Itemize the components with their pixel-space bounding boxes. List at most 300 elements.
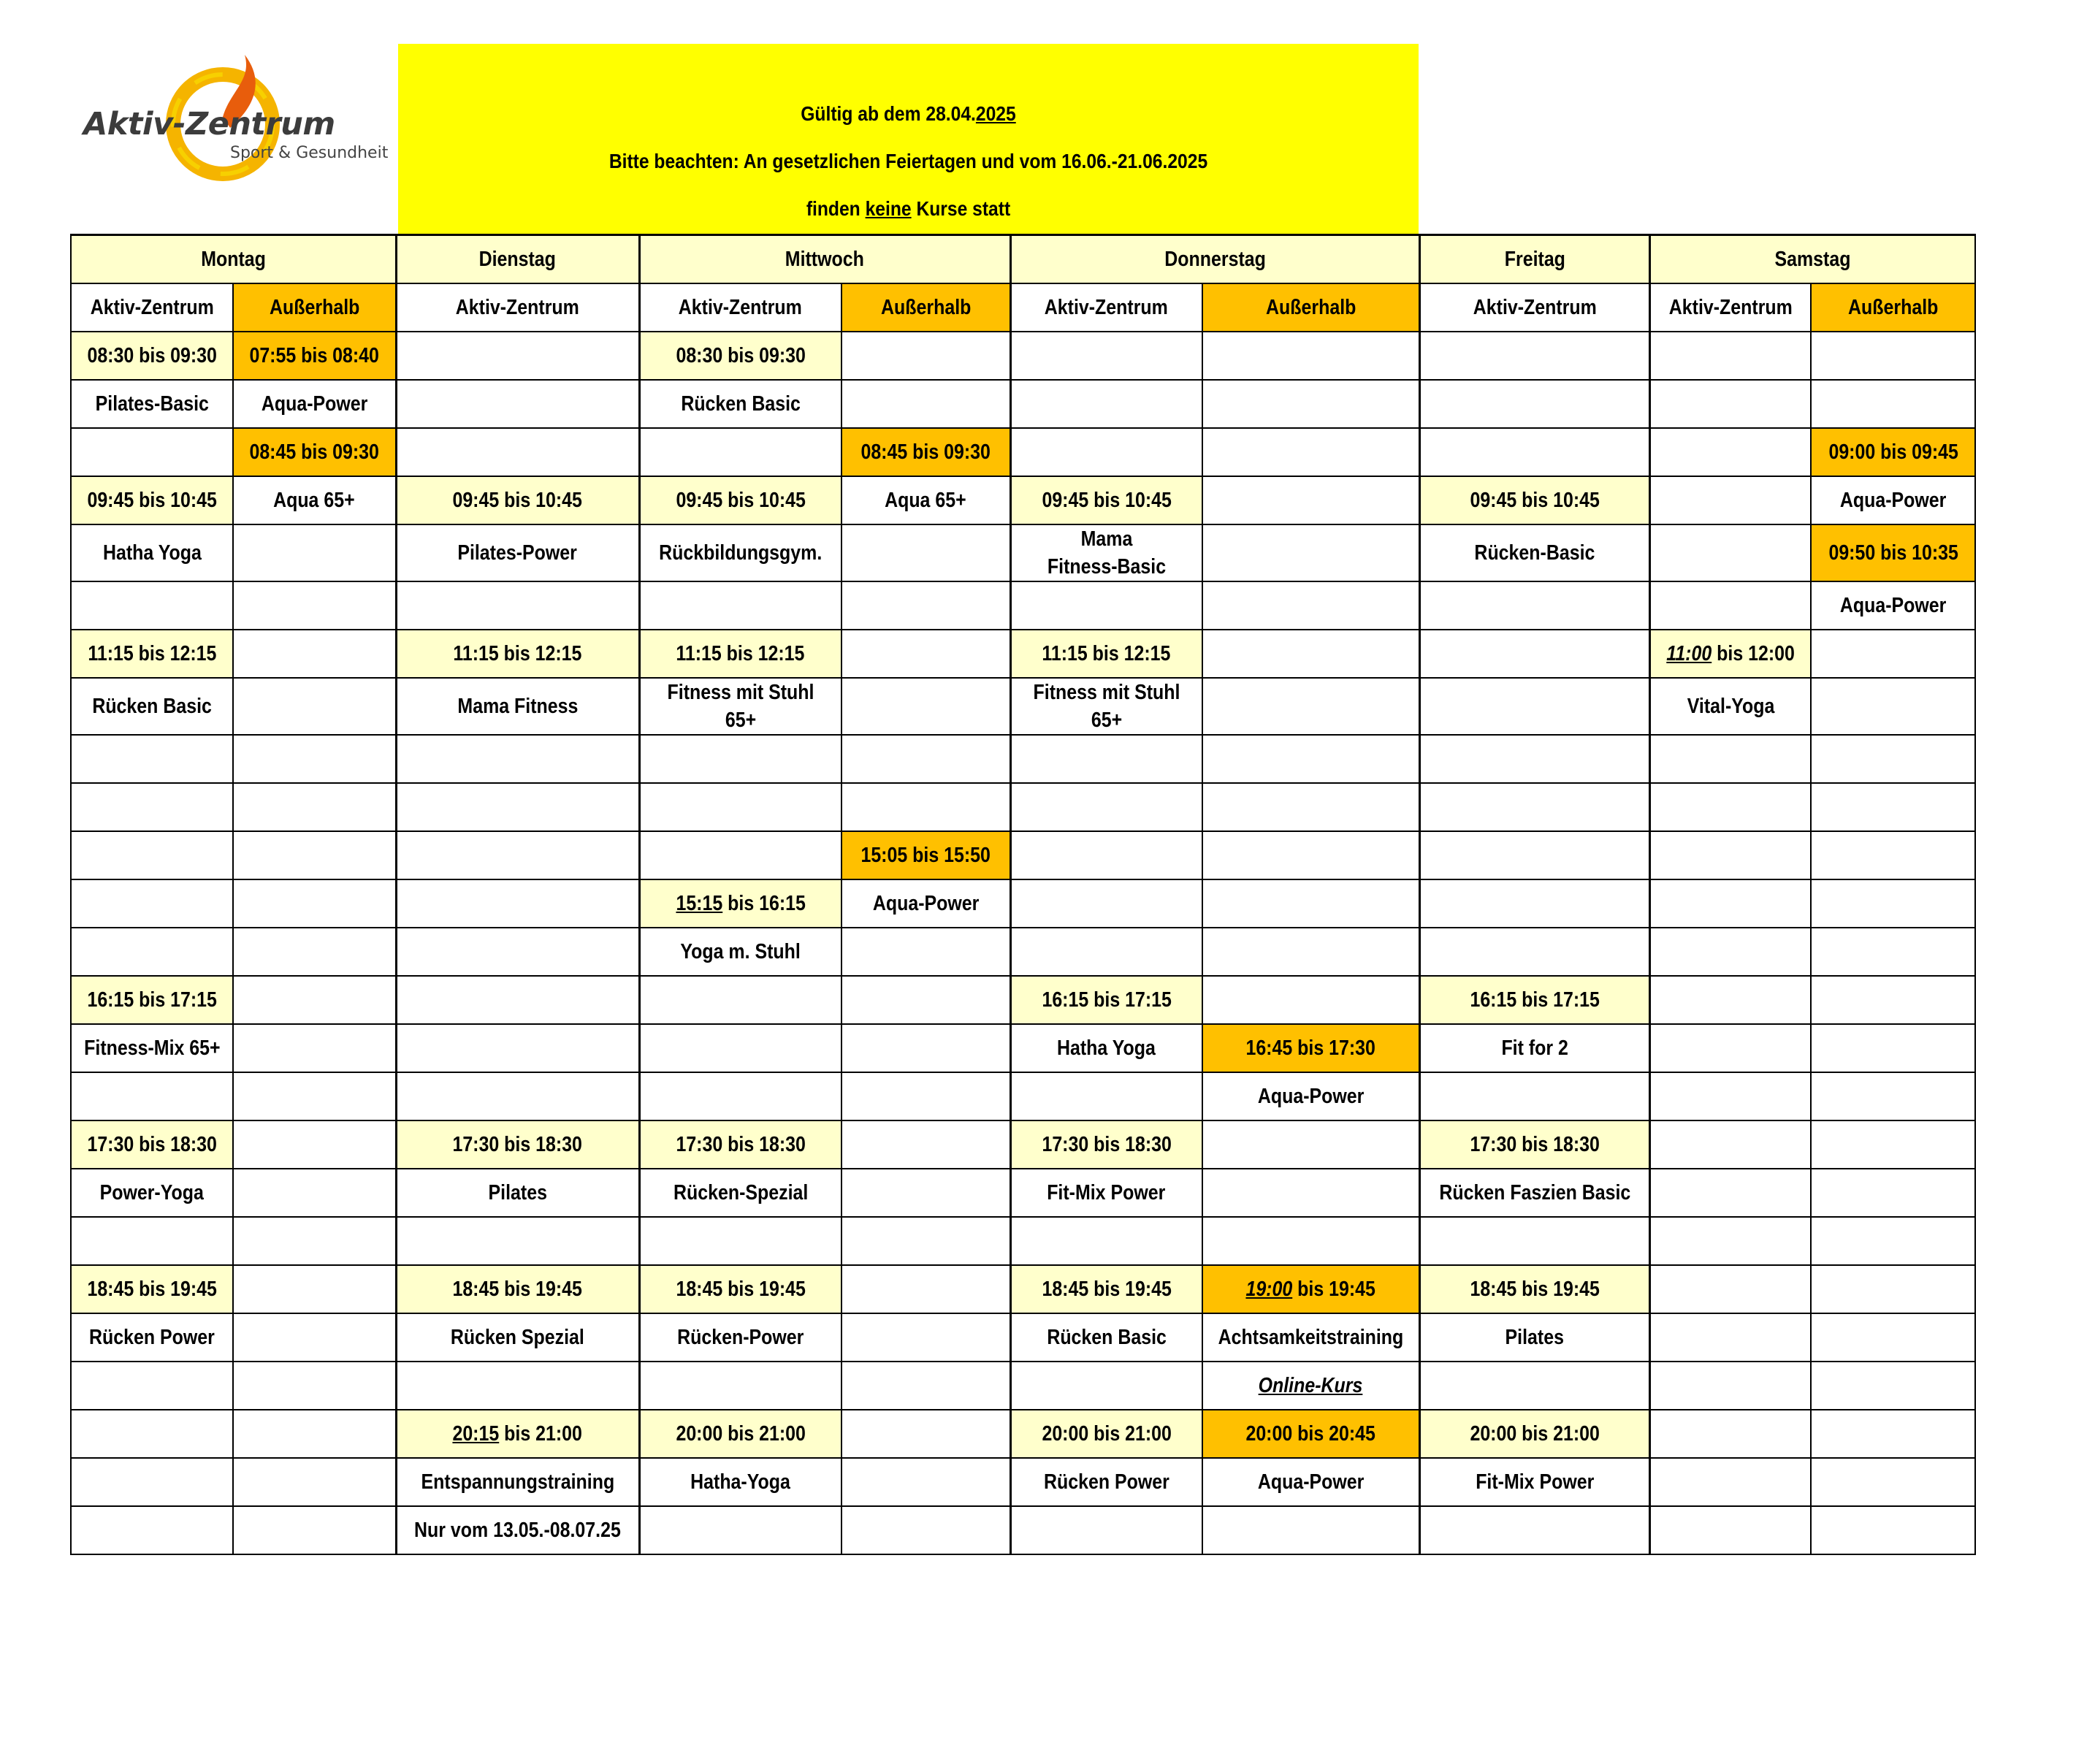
empty-cell	[1010, 581, 1202, 630]
empty-cell	[1649, 879, 1811, 928]
empty-cell	[1419, 783, 1649, 831]
time-cell: 07:55 bis 08:40	[233, 332, 396, 380]
empty-cell	[1419, 1506, 1649, 1554]
empty-cell	[1202, 678, 1419, 735]
empty-cell	[396, 783, 639, 831]
empty-cell	[233, 1506, 396, 1554]
course-cell: Fit-Mix Power	[1419, 1458, 1649, 1506]
empty-cell	[1811, 1217, 1975, 1265]
empty-cell	[1202, 976, 1419, 1024]
empty-cell	[1202, 735, 1419, 783]
empty-cell	[639, 976, 842, 1024]
time-cell: 20:15 bis 21:00	[396, 1410, 639, 1458]
time-cell: 20:00 bis 20:45	[1202, 1410, 1419, 1458]
empty-cell	[396, 1217, 639, 1265]
empty-cell	[1649, 581, 1811, 630]
empty-cell	[1202, 581, 1419, 630]
empty-cell	[1419, 332, 1649, 380]
empty-cell	[639, 1506, 842, 1554]
day-header-freitag: Freitag	[1419, 235, 1649, 283]
time-cell: 20:00 bis 21:00	[639, 1410, 842, 1458]
time-cell: 18:45 bis 19:45	[1010, 1265, 1202, 1313]
subheader-aktiv-zentrum: Aktiv-Zentrum	[639, 283, 842, 332]
empty-cell	[1649, 1362, 1811, 1410]
course-cell: Rücken Basic	[1010, 1313, 1202, 1362]
table-row	[71, 283, 1975, 332]
empty-cell	[842, 735, 1010, 783]
empty-cell	[1811, 879, 1975, 928]
empty-cell	[1202, 428, 1419, 476]
empty-cell	[233, 928, 396, 976]
time-cell: 09:45 bis 10:45	[396, 476, 639, 524]
time-cell: 16:15 bis 17:15	[1010, 976, 1202, 1024]
empty-cell	[1811, 1458, 1975, 1506]
empty-cell	[1811, 678, 1975, 735]
time-cell: 09:45 bis 10:45	[71, 476, 233, 524]
time-cell: 17:30 bis 18:30	[1010, 1120, 1202, 1169]
course-cell: Aqua-Power	[1202, 1072, 1419, 1120]
course-cell: Fit for 2	[1419, 1024, 1649, 1072]
course-cell: Fitness mit Stuhl 65+	[639, 678, 842, 735]
empty-cell	[1202, 831, 1419, 879]
empty-cell	[233, 976, 396, 1024]
day-header-samstag: Samstag	[1649, 235, 1975, 283]
empty-cell	[842, 1265, 1010, 1313]
table-row	[71, 1458, 1975, 1506]
course-cell: Rücken Faszien Basic	[1419, 1169, 1649, 1217]
table-row	[71, 735, 1975, 783]
empty-cell	[842, 1217, 1010, 1265]
empty-cell	[396, 879, 639, 928]
course-cell: Rücken Spezial	[396, 1313, 639, 1362]
empty-cell	[1010, 1362, 1202, 1410]
course-schedule-table	[70, 234, 1976, 1555]
empty-cell	[233, 1313, 396, 1362]
notice-valid-text: Gültig ab dem 28.04.	[801, 102, 976, 125]
empty-cell	[1649, 380, 1811, 428]
empty-cell	[71, 879, 233, 928]
empty-cell	[1811, 1313, 1975, 1362]
empty-cell	[71, 1458, 233, 1506]
empty-cell	[1419, 581, 1649, 630]
empty-cell	[1202, 1120, 1419, 1169]
time-cell: 09:50 bis 10:35	[1811, 524, 1975, 581]
empty-cell	[639, 831, 842, 879]
empty-cell	[842, 524, 1010, 581]
empty-cell	[842, 1362, 1010, 1410]
time-cell: 09:45 bis 10:45	[1010, 476, 1202, 524]
notice-banner	[398, 44, 1419, 235]
time-cell: 11:00 bis 12:00	[1649, 630, 1811, 678]
empty-cell	[1202, 332, 1419, 380]
empty-cell	[1202, 783, 1419, 831]
course-cell: Rücken-Spezial	[639, 1169, 842, 1217]
table-row	[71, 976, 1975, 1024]
table-row	[71, 1362, 1975, 1410]
time-cell: 11:15 bis 12:15	[639, 630, 842, 678]
table-row	[71, 332, 1975, 380]
empty-cell	[71, 1506, 233, 1554]
empty-cell	[1811, 630, 1975, 678]
empty-cell	[842, 1506, 1010, 1554]
time-cell: 17:30 bis 18:30	[71, 1120, 233, 1169]
time-cell: 19:00 bis 19:45	[1202, 1265, 1419, 1313]
empty-cell	[233, 630, 396, 678]
empty-cell	[842, 928, 1010, 976]
empty-cell	[842, 380, 1010, 428]
empty-cell	[396, 1072, 639, 1120]
subheader-aktiv-zentrum: Aktiv-Zentrum	[396, 283, 639, 332]
course-cell: Rücken Power	[71, 1313, 233, 1362]
empty-cell	[639, 428, 842, 476]
subheader-ausserhalb: Außerhalb	[1202, 283, 1419, 332]
empty-cell	[1811, 735, 1975, 783]
table-row	[71, 476, 1975, 524]
table-row	[71, 524, 1975, 581]
time-cell: 15:05 bis 15:50	[842, 831, 1010, 879]
empty-cell	[1811, 1410, 1975, 1458]
empty-cell	[842, 1410, 1010, 1458]
empty-cell	[1811, 1362, 1975, 1410]
empty-cell	[233, 524, 396, 581]
time-cell: 18:45 bis 19:45	[639, 1265, 842, 1313]
empty-cell	[1419, 1072, 1649, 1120]
table-row	[71, 235, 1975, 283]
table-row	[71, 1024, 1975, 1072]
empty-cell	[396, 428, 639, 476]
time-cell: 18:45 bis 19:45	[1419, 1265, 1649, 1313]
empty-cell	[1202, 879, 1419, 928]
table-row	[71, 1410, 1975, 1458]
time-cell: 09:00 bis 09:45	[1811, 428, 1975, 476]
empty-cell	[1202, 1506, 1419, 1554]
empty-cell	[233, 831, 396, 879]
time-cell: 20:00 bis 21:00	[1010, 1410, 1202, 1458]
time-cell: 15:15 bis 16:15	[639, 879, 842, 928]
empty-cell	[1202, 1217, 1419, 1265]
time-cell: 18:45 bis 19:45	[71, 1265, 233, 1313]
empty-cell	[1010, 380, 1202, 428]
empty-cell	[1202, 380, 1419, 428]
empty-cell	[1649, 1024, 1811, 1072]
empty-cell	[1811, 1024, 1975, 1072]
empty-cell	[1010, 831, 1202, 879]
empty-cell	[71, 735, 233, 783]
course-cell: Aqua-Power	[233, 380, 396, 428]
course-cell: Aqua 65+	[233, 476, 396, 524]
empty-cell	[71, 783, 233, 831]
empty-cell	[639, 581, 842, 630]
course-cell: Aqua-Power	[842, 879, 1010, 928]
course-cell: Pilates	[396, 1169, 639, 1217]
empty-cell	[842, 1313, 1010, 1362]
empty-cell	[1649, 1169, 1811, 1217]
empty-cell	[842, 678, 1010, 735]
empty-cell	[233, 1024, 396, 1072]
time-cell: 11:15 bis 12:15	[1010, 630, 1202, 678]
empty-cell	[1649, 831, 1811, 879]
course-cell: Aqua-Power	[1202, 1458, 1419, 1506]
empty-cell	[1649, 524, 1811, 581]
empty-cell	[1419, 831, 1649, 879]
course-cell: Rücken-Basic	[1419, 524, 1649, 581]
empty-cell	[1419, 879, 1649, 928]
table-row	[71, 1217, 1975, 1265]
empty-cell	[1010, 1072, 1202, 1120]
notice-no-course-pre: finden	[806, 197, 866, 220]
course-cell: Mama Fitness-Basic	[1010, 524, 1202, 581]
empty-cell	[842, 332, 1010, 380]
subheader-aktiv-zentrum: Aktiv-Zentrum	[1649, 283, 1811, 332]
empty-cell	[1649, 1072, 1811, 1120]
empty-cell	[1811, 1072, 1975, 1120]
empty-cell	[1649, 476, 1811, 524]
course-cell: Fitness mit Stuhl 65+	[1010, 678, 1202, 735]
empty-cell	[639, 783, 842, 831]
empty-cell	[1010, 928, 1202, 976]
empty-cell	[1649, 928, 1811, 976]
empty-cell	[396, 735, 639, 783]
day-header-mittwoch: Mittwoch	[639, 235, 1010, 283]
table-row	[71, 678, 1975, 735]
empty-cell	[71, 1410, 233, 1458]
empty-cell	[1649, 1313, 1811, 1362]
empty-cell	[1649, 783, 1811, 831]
empty-cell	[233, 783, 396, 831]
course-cell: Aqua-Power	[1811, 476, 1975, 524]
subheader-aktiv-zentrum: Aktiv-Zentrum	[1010, 283, 1202, 332]
empty-cell	[1010, 735, 1202, 783]
day-header-dienstag: Dienstag	[396, 235, 639, 283]
empty-cell	[1811, 976, 1975, 1024]
course-cell: Rücken Basic	[639, 380, 842, 428]
empty-cell	[639, 1024, 842, 1072]
course-cell: Pilates-Power	[396, 524, 639, 581]
time-cell: 11:15 bis 12:15	[71, 630, 233, 678]
empty-cell	[842, 1024, 1010, 1072]
empty-cell	[1811, 1169, 1975, 1217]
empty-cell	[71, 1072, 233, 1120]
empty-cell	[639, 1362, 842, 1410]
empty-cell	[233, 1265, 396, 1313]
empty-cell	[639, 1217, 842, 1265]
empty-cell	[1649, 1217, 1811, 1265]
course-cell: Aqua-Power	[1811, 581, 1975, 630]
subheader-aktiv-zentrum: Aktiv-Zentrum	[1419, 283, 1649, 332]
empty-cell	[71, 1362, 233, 1410]
time-cell: 09:45 bis 10:45	[1419, 476, 1649, 524]
time-cell: 09:45 bis 10:45	[639, 476, 842, 524]
logo-subtitle: Sport & Gesundheit	[230, 144, 389, 162]
course-cell: Vital-Yoga	[1649, 678, 1811, 735]
empty-cell	[1202, 476, 1419, 524]
notice-no-course-line	[459, 197, 1357, 221]
empty-cell	[233, 879, 396, 928]
table-row	[71, 630, 1975, 678]
notice-valid-line	[459, 102, 1357, 126]
empty-cell	[1419, 1362, 1649, 1410]
empty-cell	[639, 1072, 842, 1120]
course-cell: Yoga m. Stuhl	[639, 928, 842, 976]
empty-cell	[1649, 735, 1811, 783]
empty-cell	[842, 1458, 1010, 1506]
subheader-ausserhalb: Außerhalb	[1811, 283, 1975, 332]
table-row	[71, 581, 1975, 630]
empty-cell	[1649, 1265, 1811, 1313]
empty-cell	[233, 678, 396, 735]
logo	[73, 47, 402, 186]
empty-cell	[233, 1410, 396, 1458]
time-cell: 11:15 bis 12:15	[396, 630, 639, 678]
empty-cell	[1419, 735, 1649, 783]
empty-cell	[233, 1120, 396, 1169]
table-row	[71, 1169, 1975, 1217]
empty-cell	[233, 735, 396, 783]
subheader-ausserhalb: Außerhalb	[842, 283, 1010, 332]
time-cell: 16:45 bis 17:30	[1202, 1024, 1419, 1072]
empty-cell	[1811, 1120, 1975, 1169]
notice-holiday-line: Bitte beachten: An gesetzlichen Feiertagen und vom 16.06.-21.06.2025	[608, 150, 1208, 172]
empty-cell	[396, 380, 639, 428]
day-header-donnerstag: Donnerstag	[1010, 235, 1419, 283]
empty-cell	[71, 1217, 233, 1265]
empty-cell	[396, 831, 639, 879]
empty-cell	[396, 928, 639, 976]
subheader-aktiv-zentrum: Aktiv-Zentrum	[71, 283, 233, 332]
empty-cell	[1419, 428, 1649, 476]
course-cell: Entspannungstraining	[396, 1458, 639, 1506]
empty-cell	[1811, 783, 1975, 831]
course-cell: Aqua 65+	[842, 476, 1010, 524]
empty-cell	[1202, 524, 1419, 581]
note-cell: Nur vom 13.05.-08.07.25	[396, 1506, 639, 1554]
time-cell: 08:30 bis 09:30	[639, 332, 842, 380]
course-cell: Pilates	[1419, 1313, 1649, 1362]
time-cell: 17:30 bis 18:30	[639, 1120, 842, 1169]
subheader-ausserhalb: Außerhalb	[233, 283, 396, 332]
table-row	[71, 428, 1975, 476]
course-cell: Achtsamkeitstraining	[1202, 1313, 1419, 1362]
empty-cell	[71, 928, 233, 976]
empty-cell	[233, 1362, 396, 1410]
empty-cell	[1649, 1410, 1811, 1458]
empty-cell	[1010, 783, 1202, 831]
time-cell: 08:45 bis 09:30	[233, 428, 396, 476]
table-row	[71, 1265, 1975, 1313]
time-cell: 08:30 bis 09:30	[71, 332, 233, 380]
empty-cell	[842, 1169, 1010, 1217]
empty-cell	[1649, 1120, 1811, 1169]
time-cell: 20:00 bis 21:00	[1419, 1410, 1649, 1458]
course-cell: Rücken Power	[1010, 1458, 1202, 1506]
empty-cell	[842, 581, 1010, 630]
course-cell: Rücken Basic	[71, 678, 233, 735]
empty-cell	[842, 783, 1010, 831]
empty-cell	[233, 1169, 396, 1217]
table-row	[71, 1072, 1975, 1120]
logo-title: Aktiv-Zentrum	[83, 106, 335, 142]
course-cell: Power-Yoga	[71, 1169, 233, 1217]
empty-cell	[233, 1072, 396, 1120]
time-cell: 18:45 bis 19:45	[396, 1265, 639, 1313]
empty-cell	[1202, 928, 1419, 976]
empty-cell	[1419, 380, 1649, 428]
time-cell: 08:45 bis 09:30	[842, 428, 1010, 476]
table-row	[71, 879, 1975, 928]
empty-cell	[1649, 1506, 1811, 1554]
time-cell: 17:30 bis 18:30	[1419, 1120, 1649, 1169]
course-cell: Fit-Mix Power	[1010, 1169, 1202, 1217]
table-row	[71, 1120, 1975, 1169]
empty-cell	[1811, 1506, 1975, 1554]
notice-valid-year: 2025	[975, 102, 1016, 125]
empty-cell	[396, 332, 639, 380]
empty-cell	[1010, 1506, 1202, 1554]
course-cell: Rücken-Power	[639, 1313, 842, 1362]
course-cell: Rückbildungsgym.	[639, 524, 842, 581]
empty-cell	[1202, 630, 1419, 678]
empty-cell	[233, 1217, 396, 1265]
course-cell: Mama Fitness	[396, 678, 639, 735]
empty-cell	[396, 1362, 639, 1410]
empty-cell	[1010, 332, 1202, 380]
empty-cell	[842, 976, 1010, 1024]
course-cell: Hatha-Yoga	[639, 1458, 842, 1506]
table-row	[71, 928, 1975, 976]
empty-cell	[1811, 831, 1975, 879]
course-cell: Fitness-Mix 65+	[71, 1024, 233, 1072]
empty-cell	[1419, 678, 1649, 735]
empty-cell	[233, 1458, 396, 1506]
course-cell: Pilates-Basic	[71, 380, 233, 428]
empty-cell	[1649, 332, 1811, 380]
empty-cell	[1811, 380, 1975, 428]
empty-cell	[842, 630, 1010, 678]
empty-cell	[1010, 428, 1202, 476]
empty-cell	[71, 581, 233, 630]
empty-cell	[396, 976, 639, 1024]
time-cell: 16:15 bis 17:15	[71, 976, 233, 1024]
empty-cell	[396, 1024, 639, 1072]
empty-cell	[396, 581, 639, 630]
empty-cell	[1010, 879, 1202, 928]
empty-cell	[71, 831, 233, 879]
table-row	[71, 831, 1975, 879]
empty-cell	[842, 1072, 1010, 1120]
time-cell: 17:30 bis 18:30	[396, 1120, 639, 1169]
empty-cell	[1649, 976, 1811, 1024]
empty-cell	[1649, 1458, 1811, 1506]
empty-cell	[1419, 928, 1649, 976]
empty-cell	[1811, 928, 1975, 976]
table-row	[71, 380, 1975, 428]
table-row	[71, 783, 1975, 831]
empty-cell	[1202, 1169, 1419, 1217]
table-row	[71, 1506, 1975, 1554]
empty-cell	[1419, 630, 1649, 678]
notice-no-course-keine: keine	[865, 197, 912, 220]
empty-cell	[1649, 428, 1811, 476]
day-header-montag: Montag	[71, 235, 396, 283]
time-cell: 16:15 bis 17:15	[1419, 976, 1649, 1024]
empty-cell	[233, 581, 396, 630]
empty-cell	[1811, 332, 1975, 380]
empty-cell	[71, 428, 233, 476]
online-course-cell: Online-Kurs	[1202, 1362, 1419, 1410]
empty-cell	[1010, 1217, 1202, 1265]
empty-cell	[1811, 1265, 1975, 1313]
notice-no-course-post: Kurse statt	[911, 197, 1011, 220]
